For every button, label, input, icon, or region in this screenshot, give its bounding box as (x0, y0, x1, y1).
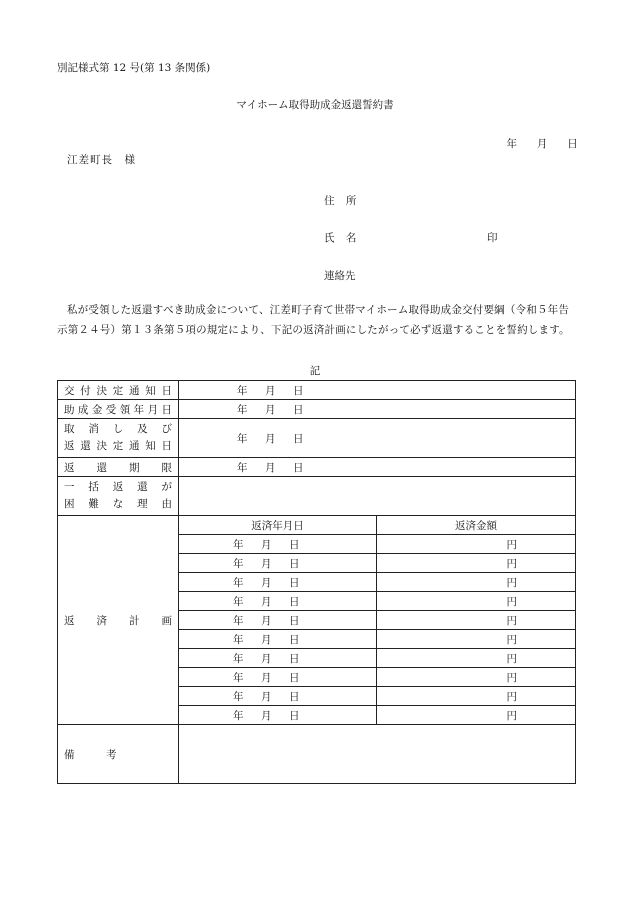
table-row (58, 400, 576, 419)
repayment-plan-date: 年 月 日 (179, 535, 377, 554)
receipt-date-label: 助成金受領年月日 (58, 400, 179, 419)
seal-mark: 印 (487, 232, 498, 244)
repayment-plan-date: 年 月 日 (179, 611, 377, 630)
repayment-plan-date: 年 月 日 (179, 630, 377, 649)
repayment-plan-amount: 円 (377, 630, 576, 649)
repayment-plan-label: 返 済 計 画 (58, 516, 179, 725)
notes-value (179, 725, 576, 784)
ki-heading: 記 (309, 365, 321, 377)
repayment-table (57, 380, 576, 784)
repayment-plan-date: 年 月 日 (179, 706, 377, 725)
repayment-amount-header: 返済金額 (377, 516, 576, 535)
repayment-plan-date: 年 月 日 (179, 592, 377, 611)
table-row (58, 419, 576, 458)
lump-sum-reason-label: 一 括 返 還 が 困 難 な 理 由 (58, 477, 179, 516)
table-row (58, 516, 576, 535)
cancel-notice-date-value: 年 月 日 (179, 419, 576, 458)
document-title: マイホーム取得助成金返還誓約書 (236, 99, 394, 111)
pledge-text: 私が受領した返還すべき助成金について、江差町子育て世帯マイホーム取得助成金交付要綱（令和５年告示第２４号）第１３条第５項の規定により、下記の返済計画にしたがって必ず返還することを誓約します。 (57, 304, 570, 336)
repayment-deadline-value: 年 月 日 (179, 458, 576, 477)
date-month: 月 (536, 138, 548, 150)
receipt-date-value: 年 月 日 (179, 400, 576, 419)
addressee: 江差町長 様 (67, 154, 136, 166)
date-day: 日 (567, 138, 578, 150)
table-row (58, 381, 576, 400)
table-row (58, 725, 576, 784)
table-row (58, 477, 576, 516)
date-year: 年 (506, 138, 517, 150)
repayment-plan-date: 年 月 日 (179, 668, 377, 687)
cancel-notice-date-label: 取 消 し 及 び 返還決定通知日 (58, 419, 179, 458)
grant-notice-date-value: 年 月 日 (179, 381, 576, 400)
repayment-deadline-label: 返 還 期 限 (58, 458, 179, 477)
form-number: 別記様式第 12 号(第 13 条関係) (57, 62, 211, 74)
repayment-plan-date: 年 月 日 (179, 573, 377, 592)
repayment-date-header: 返済年月日 (179, 516, 377, 535)
table-row (58, 458, 576, 477)
lump-sum-reason-value (179, 477, 576, 516)
date-line (490, 136, 578, 151)
repayment-plan-amount: 円 (377, 592, 576, 611)
repayment-plan-amount: 円 (377, 573, 576, 592)
repayment-plan-date: 年 月 日 (179, 687, 377, 706)
repayment-plan-amount: 円 (377, 687, 576, 706)
repayment-plan-amount: 円 (377, 535, 576, 554)
address-label: 住 所 (324, 195, 361, 207)
repayment-plan-amount: 円 (377, 554, 576, 573)
notes-label: 備 考 (58, 725, 179, 784)
repayment-plan-date: 年 月 日 (179, 649, 377, 668)
repayment-plan-date: 年 月 日 (179, 554, 377, 573)
repayment-plan-amount: 円 (377, 668, 576, 687)
contact-label: 連絡先 (324, 270, 356, 282)
name-label: 氏 名 (324, 232, 361, 244)
grant-notice-date-label: 交付決定通知日 (58, 381, 179, 400)
repayment-plan-amount: 円 (377, 649, 576, 668)
repayment-plan-amount: 円 (377, 611, 576, 630)
repayment-plan-amount: 円 (377, 706, 576, 725)
